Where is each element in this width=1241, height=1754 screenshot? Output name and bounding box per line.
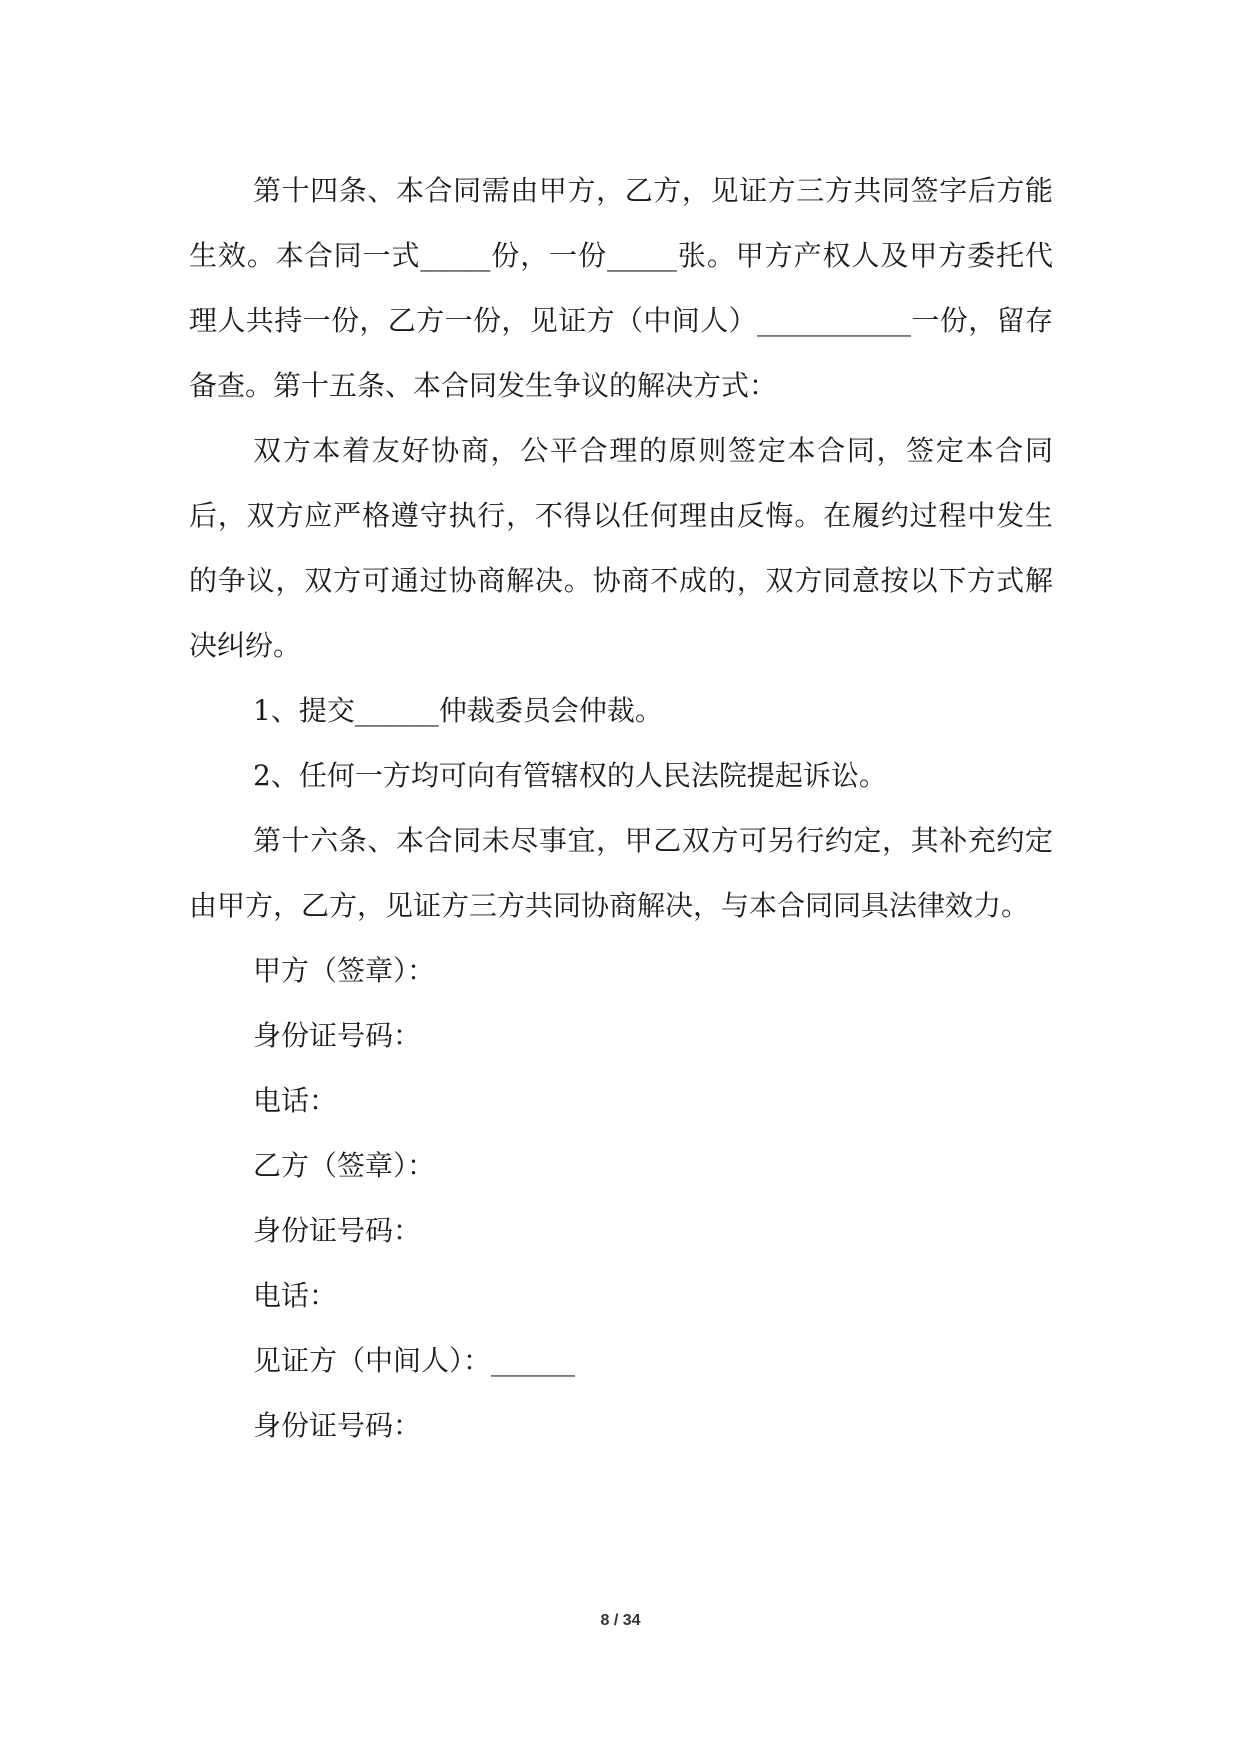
- clause-16-paragraph: 第十六条、本合同未尽事宜，甲乙双方可另行约定，其补充约定由甲方，乙方，见证方三方共同协商解决，与本合同同具法律效力。: [189, 824, 1053, 922]
- page-number: 8 / 34: [600, 1612, 641, 1629]
- dispute-resolution-paragraph: 双方本着友好协商，公平合理的原则签定本合同，签定本合同后，双方应严格遵守执行，不得以任何理由反悔。在履约过程中发生的争议，双方可通过协商解决。协商不成的，双方同意按以下方式解决纠纷。: [189, 434, 1053, 662]
- party-b-phone-label: 电话：: [253, 1279, 338, 1312]
- witness-signature-label: 见证方（中间人）：______: [253, 1344, 576, 1377]
- contract-body: [189, 158, 1053, 1458]
- litigation-option: 2、任何一方均可向有管辖权的人民法院提起诉讼。: [253, 759, 887, 792]
- witness-id-label: 身份证号码：: [253, 1409, 422, 1442]
- party-b-signature-label: 乙方（签章）：: [253, 1149, 436, 1182]
- clause-14-paragraph: 第十四条、本合同需由甲方，乙方，见证方三方共同签字后方能生效。本合同一式_____份，一份_____张。甲方产权人及甲方委托代理人共持一份，乙方一份，见证方（中间人）___________一份，留存备查。第十五条、本合同发生争议的解决方式：: [189, 174, 1053, 402]
- party-a-id-label: 身份证号码：: [253, 1019, 422, 1052]
- arbitration-option: 1、提交______仲裁委员会仲裁。: [253, 694, 663, 727]
- party-a-phone-label: 电话：: [253, 1084, 338, 1117]
- party-a-signature-label: 甲方（签章）：: [253, 954, 436, 987]
- party-b-id-label: 身份证号码：: [253, 1214, 422, 1247]
